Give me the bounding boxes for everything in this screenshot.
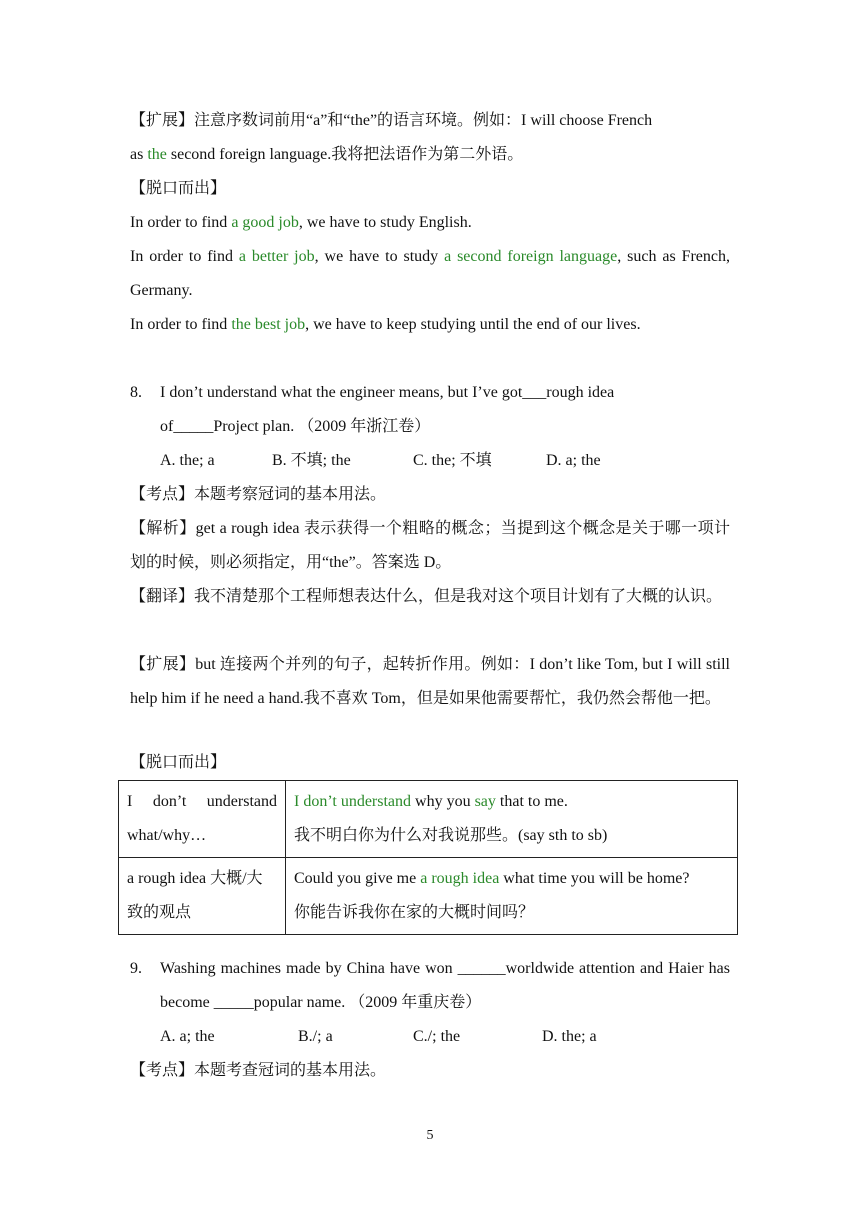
table-cell <box>119 858 286 935</box>
question-9-option-a: A. a; the <box>160 1028 215 1045</box>
text-span: as <box>130 146 148 163</box>
question-9-text: Washing machines made by China have won ______worldwide attention and Haier has become _____popular name. （2009 年重庆卷） <box>160 960 730 1011</box>
question-9-number: 9. <box>130 960 142 977</box>
text-span: In order to find <box>130 316 232 333</box>
highlight-phrase: a second foreign language <box>444 248 618 265</box>
text-span: , we have to study <box>314 248 445 265</box>
phrase-label: a rough idea 大概/大致的观点 <box>127 870 263 921</box>
highlight-phrase: a better job <box>238 248 315 265</box>
highlight-phrase: say <box>474 793 496 810</box>
question-9-option-d: D. the; a <box>542 1028 597 1045</box>
highlight-phrase: a rough idea <box>420 870 500 887</box>
question-9-option-c: C./; the <box>413 1028 461 1045</box>
text-span: what time you will be home? <box>499 870 690 887</box>
speak-out-heading-2: 【脱口而出】 <box>130 754 227 771</box>
highlight-phrase: a good job <box>231 214 299 231</box>
question-9-test-point: 【考点】本题考查冠词的基本用法。 <box>130 1062 387 1079</box>
extension-paragraph-1 <box>130 104 730 172</box>
highlight-phrase: the best job <box>231 316 306 333</box>
text-span: why you <box>411 793 475 810</box>
text-span: Could you give me <box>294 870 421 887</box>
text-span: In order to find <box>130 248 239 265</box>
table-row <box>119 781 738 858</box>
example-sentence-1 <box>130 206 730 240</box>
example-sentence-3 <box>130 308 730 342</box>
question-8-line-2: of_____Project plan. （2009 年浙江卷） <box>160 418 431 435</box>
question-8-option-b: B. 不填; the <box>272 452 351 469</box>
table-cell <box>286 858 738 935</box>
chinese-translation: 你能告诉我你在家的大概时间吗？ <box>294 904 535 921</box>
phrase-label: I don’t understand what/why… <box>127 793 277 844</box>
table-cell <box>286 781 738 858</box>
question-8-analysis: 【解析】get a rough idea 表示获得一个粗略的概念；当提到这个概念是关于哪一项计划的时候，则必须指定，用“the”。答案选 D。 <box>130 520 730 571</box>
question-8-line-1: I don’t understand what the engineer means, but I’ve got___rough idea <box>160 384 615 401</box>
table-cell <box>119 781 286 858</box>
question-8-extension: 【扩展】but 连接两个并列的句子，起转折作用。例如：I don’t like Tom, but I will still help him if he need a hand.我不喜欢 Tom，但是如果他需要帮忙，我仍然会帮他一把。 <box>130 656 730 707</box>
text-span: , we have to study English. <box>298 214 472 231</box>
highlight-phrase: I don’t understand <box>294 793 412 810</box>
text-span: second foreign language.我将把法语作为第二外语。 <box>166 146 524 163</box>
extension-line-1: 【扩展】注意序数词前用“a”和“the”的语言环境。例如：I will choose French <box>130 112 653 129</box>
text-span: that to me. <box>495 793 568 810</box>
page-number: 5 <box>426 1128 434 1143</box>
question-8-option-d: D. a; the <box>546 452 601 469</box>
highlight-the: the <box>147 146 167 163</box>
question-9-option-b: B./; a <box>298 1028 333 1045</box>
speak-out-heading-1: 【脱口而出】 <box>130 180 227 197</box>
question-8-option-c: C. the; 不填 <box>413 452 492 469</box>
question-8-translation: 【翻译】我不清楚那个工程师想表达什么，但是我对这个项目计划有了大概的认识。 <box>130 588 723 605</box>
chinese-translation: 我不明白你为什么对我说那些。(say sth to sb) <box>294 827 608 844</box>
example-sentence-2 <box>130 240 730 308</box>
phrase-table <box>118 780 738 935</box>
question-8-number: 8. <box>130 384 142 401</box>
text-span: In order to find <box>130 214 232 231</box>
question-8-test-point: 【考点】本题考察冠词的基本用法。 <box>130 486 387 503</box>
text-span: , we have to keep studying until the end of our lives. <box>305 316 641 333</box>
table-row <box>119 858 738 935</box>
question-8-option-a: A. the; a <box>160 452 215 469</box>
text-span: , such as French, Germany. <box>130 248 731 299</box>
